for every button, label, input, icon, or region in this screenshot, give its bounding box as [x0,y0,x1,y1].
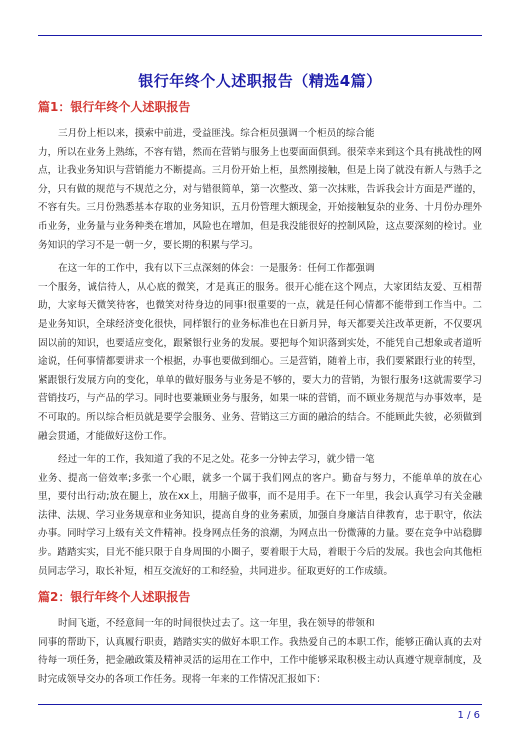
paragraph-first-line: 在这一年的工作中，我有以下三点深刻的体会：一是服务：任何工作都强调 [58,263,375,275]
paragraph-body: 一个服务，诚信待人，从心底的微笑，才是真正的服务。很开心能在这个网点，大家团结友爱、互相帮助，大家每天微笑待客，也微笑对待身边的同事!很重要的一点，就是任何心情都不能带到工作当中。二是业务知识，全球经济变化很快，同样银行的业务标准也在日新月异，每天都要关注改革更新，不仅要巩固以前的知识，也要适应变化，跟紧银行业务的发展。要把每个知识落到实处，不能凭自己想象或者道听途说，任何事情都要讲求一个根据，办事也要做到细心。三是营销，随着上市，我们要紧跟行业的转型，紧跟银行发展方向的变化，单单的做好服务与业务是不够的，要大力的营销，为银行服务!这就需要学习营销技巧，与产品的学习。同时也要兼顾业务与服务，如果一味的营销，而不顾业务规范与办事效率，是不可取的。所以综合柜员就是要学会服务、业务、营销这三方面的融洽的结合。不能顾此失彼，必须做到融会贯通，才能做好这份工作。 [38,281,482,442]
paragraph [38,615,482,689]
paragraph [38,125,482,255]
document-body [38,98,482,690]
paragraph [38,451,482,581]
paragraph [38,260,482,446]
footer-rule [38,704,482,705]
section-heading-2: 篇2：银行年终个人述职报告 [38,590,191,605]
paragraph-body: 力，所以在业务上熟练，不容有错，然而在营销与服务上也要面面俱到。很荣幸来到这个具有挑战性的网点，让我业务知识与营销能力不断提高。三月份开始上柜，虽然刚接触，但是上岗了就没有新人与熟手之分，只有做的规范与不规范之分，对与错很简单，第一次整改、第一次抹账，告诉我会计方面是严谨的，不容有失。三月份熟悉基本存取的业务知识，五月份管理大额现金，开始接触复杂的业务、十月份办理外币业务，业务量与业务种类在增加，风险也在增加，但是我没能很好的控制风险，这点要深刻的检讨。业务知识的学习不是一朝一夕，要长期的积累与学习。 [38,146,482,251]
paragraph-body: 同事的帮助下，认真履行职责，踏踏实实的做好本职工作。我热爱自己的本职工作，能够正确认真的去对待每一项任务，把金融政策及精神灵活的运用在工作中，工作中能够采取积极主动认真遵守规章制度，及时完成领导交办的各项工作任务。现将一年来的工作情况汇报如下： [38,636,482,686]
document-title: 银行年终个人述职报告（精选4篇） [138,72,382,90]
paragraph-first-line: 时间飞逝，不经意间一年的时间很快过去了。这一年里，我在领导的带领和 [58,618,375,630]
header-rule [38,35,482,36]
page-number: 1 / 6 [457,710,480,721]
section-heading-1: 篇1：银行年终个人述职报告 [38,100,191,114]
paragraph-first-line: 经过一年的工作，我知道了我的不足之处。花多一分钟去学习，就少错一笔 [58,454,375,466]
paragraph-first-line: 三月份上柜以来，摸索中前进，受益匪浅。综合柜员强调一个柜员的综合能 [58,128,375,139]
paragraph-body: 业务、提高一倍效率;多张一个心眼，就多一个属于我们网点的客户。勤奋与努力，不能单单的放在心里，要付出行动;放在腿上，放在xx上，用脑子做事，而不是用手。在下一年里，我会认真学习有关金融法律、法规、学习业务规章和业务知识，提高自身的业务素质，加强自身廉洁自律教育，忠于职守，依法办事。同时学习上级有关文件精神。投身网点任务的浪潮，为网点出一份微薄的力量。要在竞争中站稳脚步。踏踏实实，目光不能只限于自身周围的小圈子，要着眼于大局，着眼于今后的发展。我也会向其他柜员同志学习，取长补短，相互交流好的工和经验，共同进步。征取更好的工作成绩。 [38,472,482,577]
